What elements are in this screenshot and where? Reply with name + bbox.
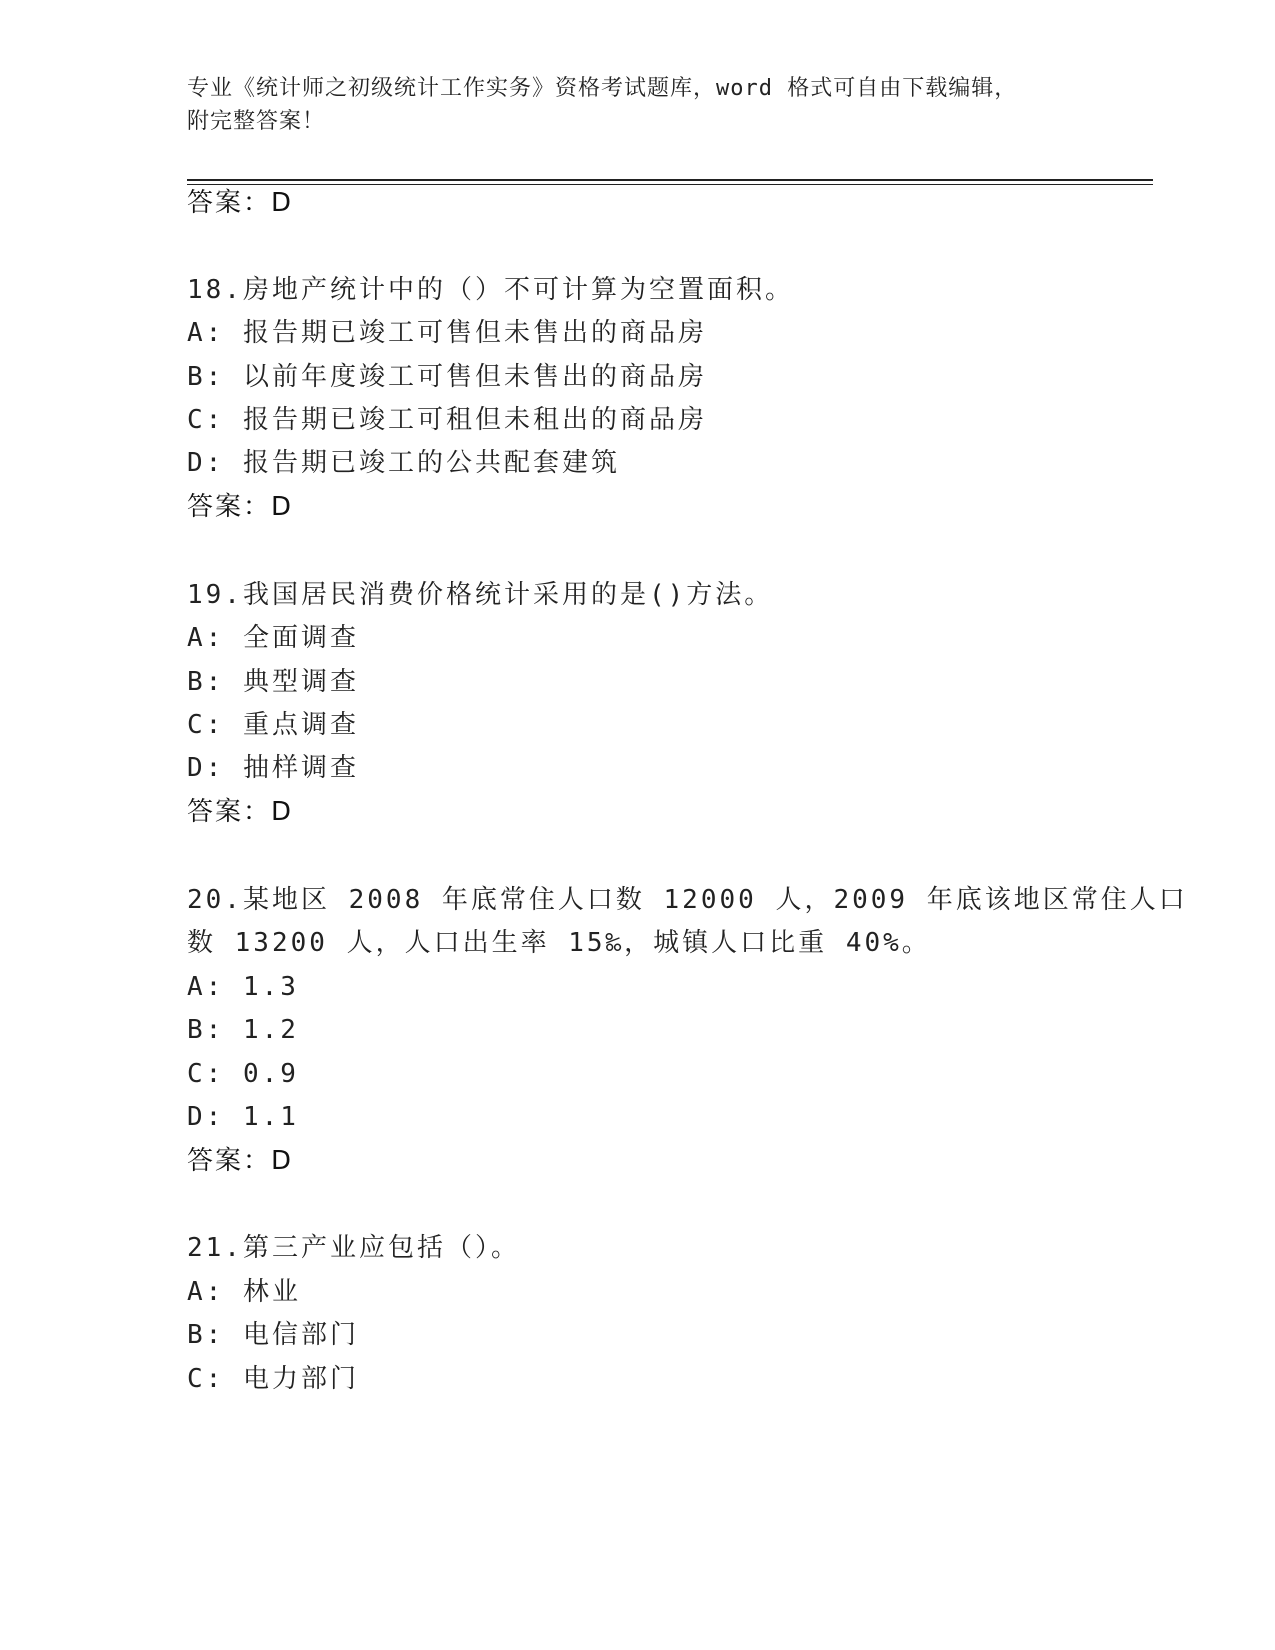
- document-header: [187, 72, 1087, 138]
- option-a: A: 全面调查: [187, 623, 359, 653]
- option-a: A: 林业: [187, 1277, 301, 1307]
- option-b: B: 典型调查: [187, 667, 359, 697]
- option-a: A: 1.3: [187, 972, 299, 1002]
- option-c: C: 报告期已竣工可租但未租出的商品房: [187, 405, 707, 435]
- header-line-2: 附完整答案！: [187, 109, 326, 134]
- question-stem: 21.第三产业应包括（）。: [187, 1233, 520, 1263]
- option-d: D: 1.1: [187, 1102, 299, 1132]
- header-divider-thick: [187, 179, 1153, 181]
- option-a: A: 报告期已竣工可售但未售出的商品房: [187, 318, 707, 348]
- answer-line: 答案：D: [187, 797, 294, 827]
- header-line-1: 专业《统计师之初级统计工作实务》资格考试题库，word 格式可自由下载编辑，: [187, 76, 1018, 101]
- option-d: D: 抽样调查: [187, 753, 359, 783]
- answer-line: 答案：D: [187, 492, 294, 522]
- option-d: D: 报告期已竣工的公共配套建筑: [187, 448, 620, 478]
- header-divider-thin: [187, 184, 1153, 185]
- option-c: C: 0.9: [187, 1059, 299, 1089]
- question-stem-line-1: 20.某地区 2008 年底常住人口数 12000 人，2009 年底该地区常住人口: [187, 885, 1188, 915]
- option-c: C: 电力部门: [187, 1364, 359, 1394]
- answer-line: 答案：D: [187, 1146, 294, 1176]
- answer-line: 答案：D: [187, 188, 294, 218]
- question-stem-line-2: 数 13200 人，人口出生率 15‰，城镇人口比重 40%。: [187, 928, 931, 958]
- option-c: C: 重点调查: [187, 710, 359, 740]
- option-b: B: 电信部门: [187, 1320, 359, 1350]
- option-b: B: 以前年度竣工可售但未售出的商品房: [187, 362, 707, 392]
- question-stem: 18.房地产统计中的（）不可计算为空置面积。: [187, 275, 794, 305]
- option-b: B: 1.2: [187, 1015, 299, 1045]
- question-stem: 19.我国居民消费价格统计采用的是()方法。: [187, 580, 774, 610]
